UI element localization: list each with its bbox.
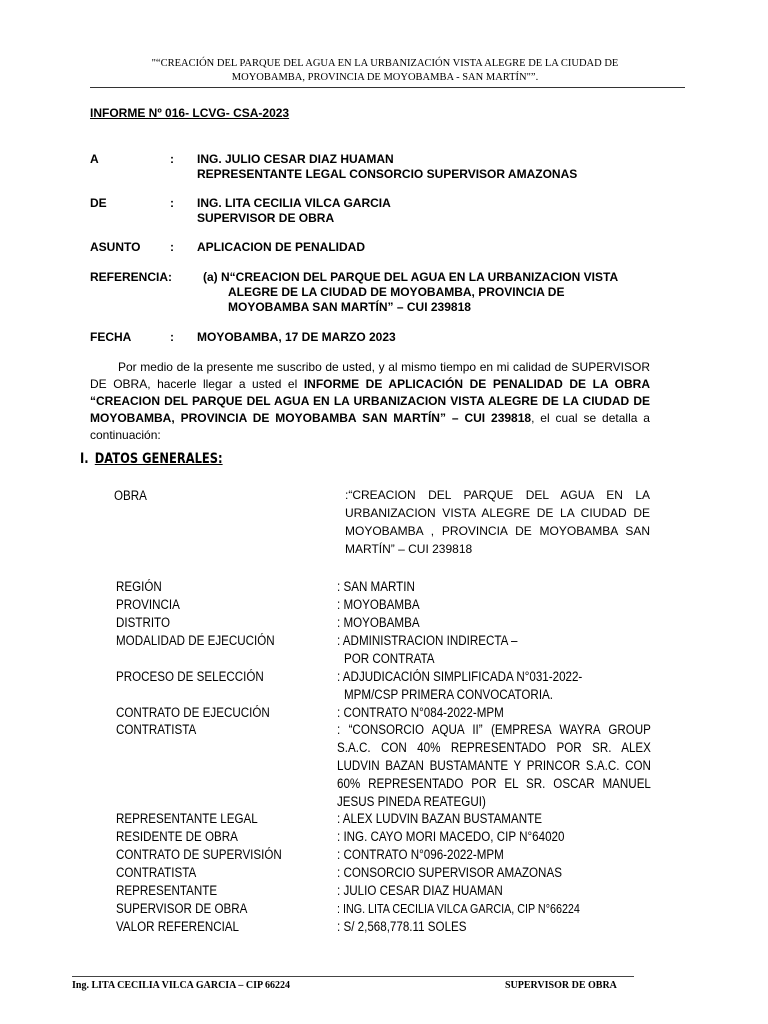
- document-header: [100, 57, 670, 85]
- obra-value: :“CREACION DEL PARQUE DEL AGUA EN LA URBANIZACION VISTA ALEGRE DE LA CIUDAD DE MOYOBAMBA , PROVINCIA DE MOYOBAMBA SAN MARTÍN” – CUI 239818: [345, 488, 650, 556]
- datos-value: : ALEX LUDVIN BAZAN BUSTAMANTE: [337, 811, 542, 826]
- reference-line-2: ALEGRE DE LA CIUDAD DE MOYOBAMBA, PROVINCIA DE: [228, 285, 565, 299]
- footer-divider: [72, 976, 634, 977]
- datos-label: SUPERVISOR DE OBRA: [116, 901, 248, 916]
- datos-value: : CONTRATO N°084-2022-MPM: [337, 705, 504, 720]
- datos-label: RESIDENTE DE OBRA: [116, 829, 238, 844]
- memo-from-title: SUPERVISOR DE OBRA: [197, 211, 335, 225]
- reference-line-3: MOYOBAMBA SAN MARTÍN” – CUI 239818: [228, 300, 471, 314]
- memo-date-label: FECHA: [90, 330, 132, 344]
- memo-colon: :: [170, 152, 174, 166]
- datos-value: : S/ 2,568,778.11 SOLES: [337, 919, 467, 934]
- footer-role: SUPERVISOR DE OBRA: [505, 980, 617, 991]
- datos-label: DISTRITO: [116, 615, 170, 630]
- datos-value: : ING. CAYO MORI MACEDO, CIP N°64020: [337, 829, 565, 844]
- section-title: DATOS GENERALES:: [94, 451, 223, 467]
- datos-value: : ADMINISTRACION INDIRECTA –: [337, 633, 518, 648]
- datos-value: : SAN MARTIN: [337, 579, 415, 594]
- intro-text-2: , el cual se detalla a continuación:: [90, 411, 650, 442]
- datos-label: REGIÓN: [116, 579, 162, 594]
- datos-value-cont: POR CONTRATA: [344, 651, 435, 666]
- datos-label: PROVINCIA: [116, 597, 180, 612]
- memo-reference-label: REFERENCIA:: [90, 270, 173, 284]
- memo-colon: :: [170, 240, 174, 254]
- report-number: INFORME Nº 016- LCVG- CSA-2023: [90, 106, 290, 120]
- datos-value-cont: MPM/CSP PRIMERA CONVOCATORIA.: [344, 687, 554, 702]
- datos-label: REPRESENTANTE LEGAL: [116, 811, 258, 826]
- datos-label: CONTRATISTA: [116, 722, 197, 737]
- datos-label: CONTRATO DE SUPERVISIÓN: [116, 847, 282, 862]
- datos-label: CONTRATISTA: [116, 865, 197, 880]
- memo-subject-value: APLICACION DE PENALIDAD: [197, 240, 366, 254]
- header-line-1: "“CREACIÓN DEL PARQUE DEL AGUA EN LA URBANIZACIÓN VISTA ALEGRE DE LA CIUDAD DE: [151, 58, 619, 69]
- header-divider: [90, 87, 685, 88]
- datos-value: : CONSORCIO SUPERVISOR AMAZONAS: [337, 865, 562, 880]
- datos-value: : JULIO CESAR DIAZ HUAMAN: [337, 883, 503, 898]
- datos-label: PROCESO DE SELECCIÓN: [116, 669, 264, 684]
- memo-colon: :: [170, 330, 174, 344]
- intro-text-bold: INFORME DE APLICACIÓN DE PENALIDAD DE LA OBRA “CREACION DEL PARQUE DEL AGUA EN LA URBANIZACION VISTA ALEGRE DE LA CIUDAD DE MOYOBAMBA, PROVINCIA DE MOYOBAMBA SAN MARTÍN” – CUI 239818: [90, 377, 650, 425]
- memo-to-value: [197, 152, 577, 182]
- datos-value: : MOYOBAMBA: [337, 615, 420, 630]
- datos-label: MODALIDAD DE EJECUCIÓN: [116, 633, 275, 648]
- memo-from-value: [197, 196, 391, 226]
- memo-from-name: ING. LITA CECILIA VILCA GARCIA: [197, 196, 391, 210]
- header-line-2: MOYOBAMBA, PROVINCIA DE MOYOBAMBA - SAN MARTÍN"”.: [231, 72, 539, 83]
- memo-subject-label: ASUNTO: [90, 240, 141, 254]
- footer-author: Ing. LITA CECILIA VILCA GARCIA – CIP 66224: [72, 980, 291, 991]
- datos-label: CONTRATO DE EJECUCIÓN: [116, 705, 270, 720]
- datos-value: : MOYOBAMBA: [337, 597, 420, 612]
- memo-date-value: MOYOBAMBA, 17 DE MARZO 2023: [197, 330, 396, 344]
- memo-to-name: ING. JULIO CESAR DIAZ HUAMAN: [197, 152, 394, 166]
- datos-value: : ADJUDICACIÓN SIMPLIFICADA N°031-2022-: [337, 669, 583, 684]
- memo-from-label: DE: [90, 196, 107, 210]
- section-heading: [80, 451, 223, 467]
- intro-text-1: Por medio de la presente me suscribo de usted, y al mismo tiempo en mi calidad de SUPERVISOR DE OBRA, hacerle llegar a usted el: [90, 360, 650, 391]
- memo-colon: :: [170, 196, 174, 210]
- memo-to-title: REPRESENTANTE LEGAL CONSORCIO SUPERVISOR AMAZONAS: [197, 167, 578, 181]
- section-number: I.: [80, 451, 89, 467]
- memo-to-label: A: [90, 152, 99, 166]
- datos-label: REPRESENTANTE: [116, 883, 218, 898]
- memo-reference-value: [203, 270, 618, 315]
- datos-value: : ING. LITA CECILIA VILCA GARCIA, CIP N°66224: [337, 902, 580, 916]
- datos-value: : CONTRATO N°096-2022-MPM: [337, 847, 504, 862]
- intro-paragraph: [90, 359, 650, 444]
- obra-label: OBRA: [114, 488, 147, 503]
- reference-line-1: (a) N“CREACION DEL PARQUE DEL AGUA EN LA URBANIZACION VISTA: [203, 270, 619, 284]
- datos-value-contratista: : “CONSORCIO AQUA II” (EMPRESA WAYRA GROUP S.A.C. CON 40% REPRESENTADO POR SR. ALEX LUDVIN BAZAN BUSTAMANTE Y PRINCOR S.A.C. CON 60% REPRESENTADO POR EL SR. OSCAR MANUEL JESUS PINEDA REATEGUI): [337, 722, 651, 809]
- datos-label: VALOR REFERENCIAL: [116, 919, 240, 934]
